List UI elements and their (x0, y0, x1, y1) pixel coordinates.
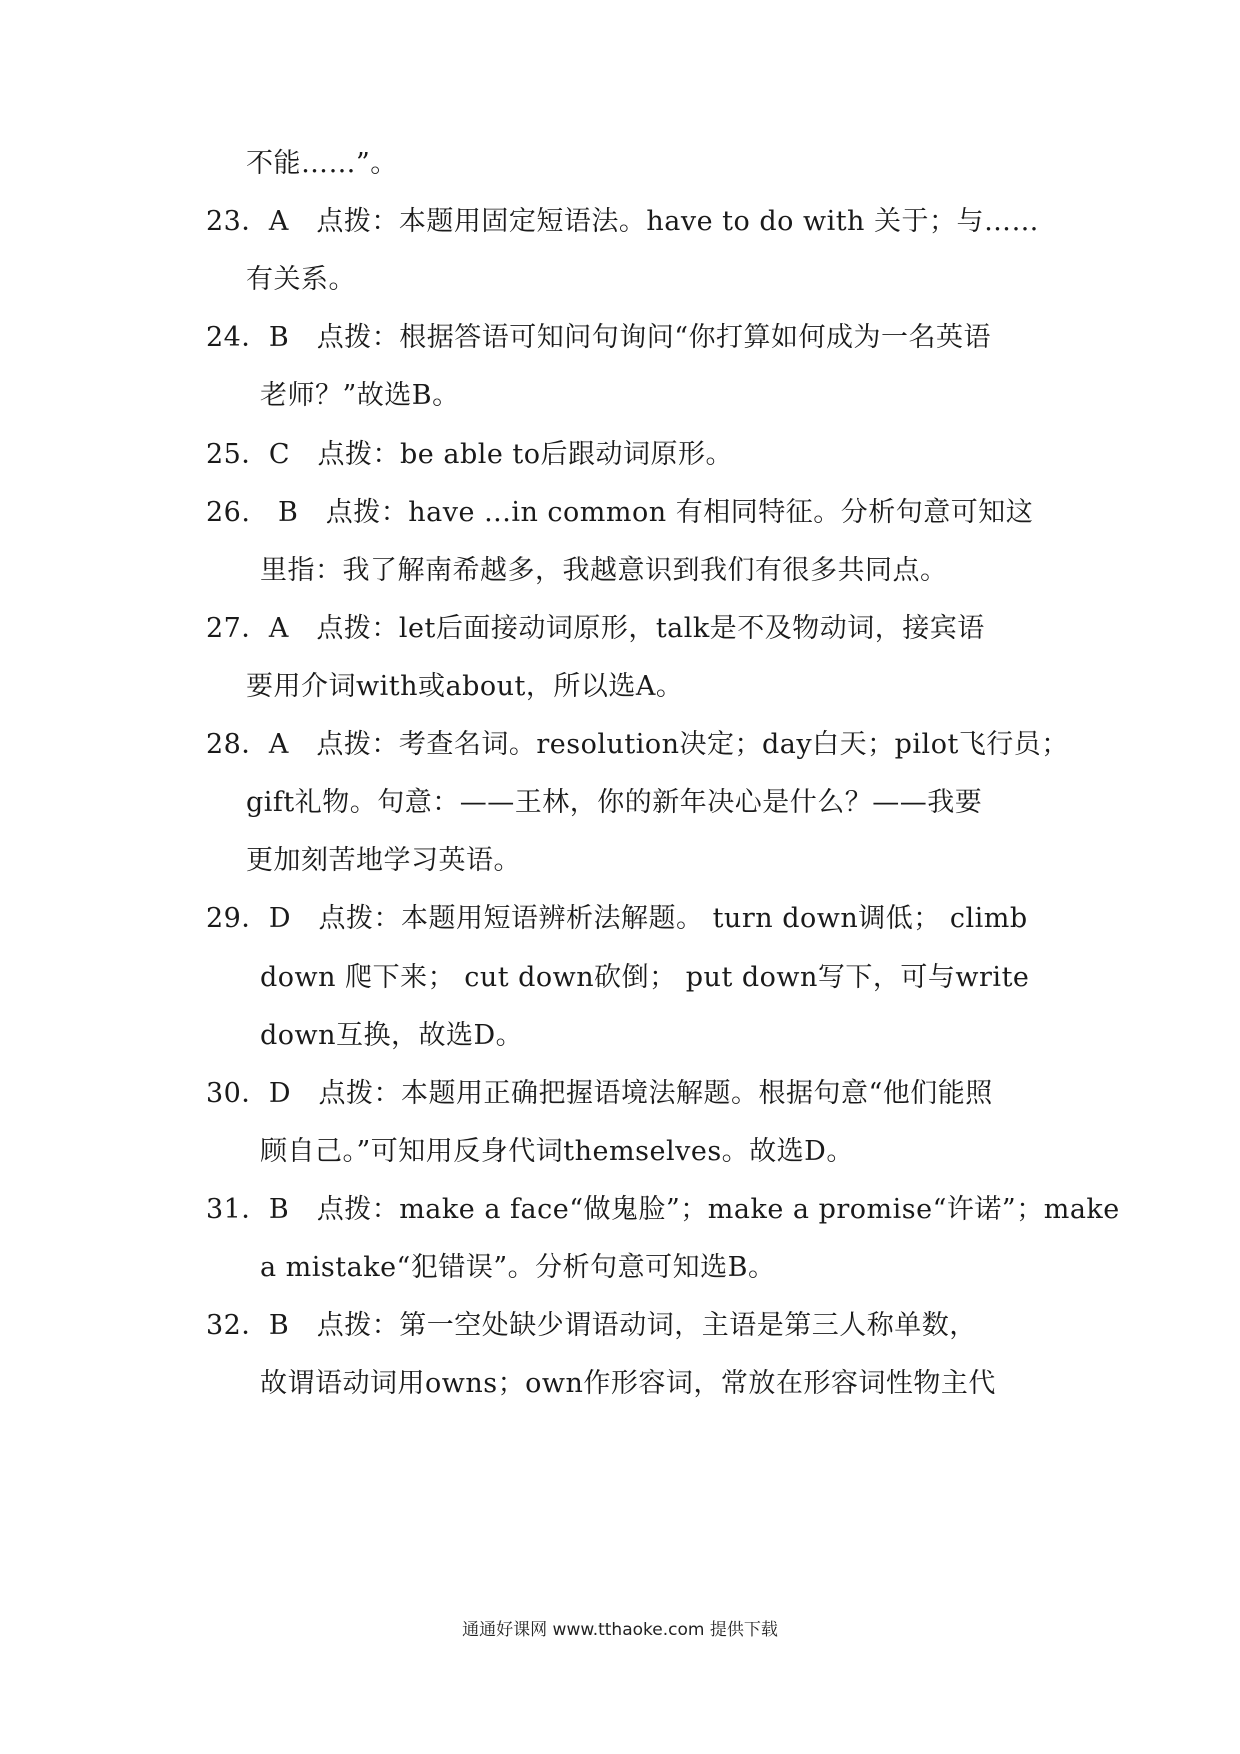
answer-line: 25．C 点拨：be able to后跟动词原形。 (206, 439, 734, 470)
answer-line: 32．B 点拨：第一空处缺少谓语动词，主语是第三人称单数， (206, 1310, 977, 1341)
text-line: down互换，故选D。 (260, 1020, 524, 1051)
text-line: down 爬下来； cut down砍倒； put down写下，可与write (260, 962, 1030, 993)
answer-line: 31．B 点拨：make a face“做鬼脸”；make a promise“许诺”；make (206, 1194, 1120, 1225)
text-line: a mistake“犯错误”。分析句意可知选B。 (260, 1252, 776, 1283)
text-line: 更加刻苦地学习英语。 (246, 845, 521, 876)
text-line: 不能……”。 (246, 148, 398, 179)
text-line: 故谓语动词用owns；own作形容词，常放在形容词性物主代 (260, 1368, 996, 1399)
answer-line: 24．B 点拨：根据答语可知问句询问“你打算如何成为一名英语 (206, 322, 991, 353)
answer-line: 28．A 点拨：考查名词。resolution决定；day白天；pilot飞行员； (206, 729, 1069, 760)
answer-line: 30．D 点拨：本题用正确把握语境法解题。根据句意“他们能照 (206, 1078, 993, 1109)
answer-line: 23．A 点拨：本题用固定短语法。have to do with 关于；与…… (206, 206, 1040, 237)
page-footer: 通通好课网 www.tthaoke.com 提供下载 (462, 1620, 778, 1640)
answer-line: 27．A 点拨：let后面接动词原形，talk是不及物动词，接宾语 (206, 613, 985, 644)
text-line: 里指：我了解南希越多，我越意识到我们有很多共同点。 (260, 555, 948, 586)
answer-line: 26. B 点拨：have ...in common 有相同特征。分析句意可知这 (206, 497, 1034, 528)
text-line: 有关系。 (246, 264, 356, 295)
text-line: 老师？”故选B。 (260, 380, 460, 411)
text-line: 要用介词with或about，所以选A。 (246, 671, 684, 702)
answer-line: 29．D 点拨：本题用短语辨析法解题。 turn down调低； climb (206, 903, 1028, 934)
text-line: 顾自己。”可知用反身代词themselves。故选D。 (260, 1136, 854, 1167)
text-line: gift礼物。句意：——王林，你的新年决心是什么？——我要 (246, 787, 983, 818)
